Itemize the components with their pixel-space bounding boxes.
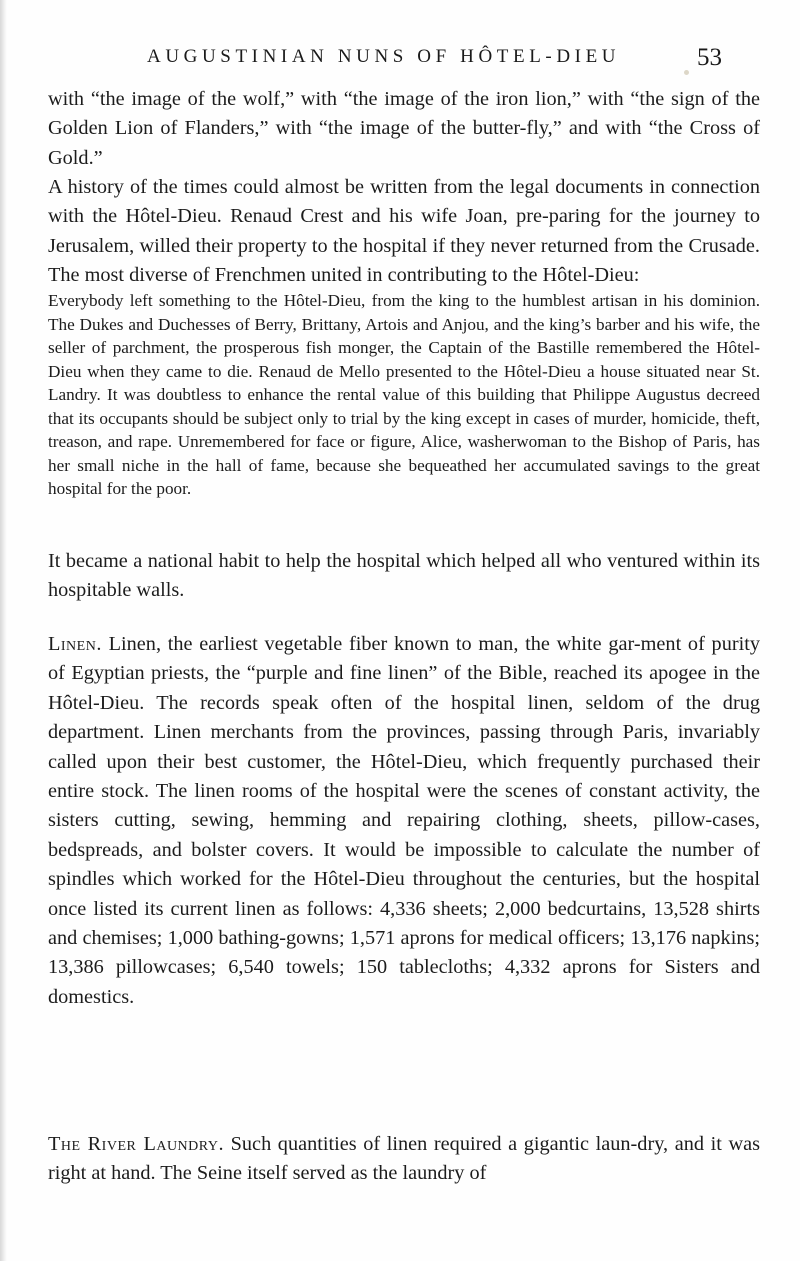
paragraph-continuation: with “the image of the wolf,” with “the image of the iron lion,” with “the sign of the Golden Lion of Flanders,” with “the image of the butter-fly,” and with “the Cross of Gold.” — [48, 88, 760, 169]
block-quote: Everybody left something to the Hôtel-Dieu, from the king to the humblest artisan in his dominion. The Dukes and Duchesses of Berry, Brittany, Artois and Anjou, and the king’s barber and his wife, the seller of parchment, the prosperous fish monger, the Captain of the Bastille remembered the Hôtel-Dieu when they came to die. Renaud de Mello presented to the Hôtel-Dieu a house situated near St. Landry. It was doubtless to enhance the rental value of this building that Philippe Augustus decreed that its occupants should be subject only to trial by the king except in cases of murder, homicide, theft, treason, and rape. Unremembered for face or figure, Alice, washerwoman to the Bishop of Paris, has her small niche in the hall of fame, because she bequeathed her accumulated savings to the great hospital for the poor. — [48, 291, 760, 498]
paragraph-text: Such quantities of linen required a gigantic laun-dry, and it was right at hand. The Seine itself served as the laundry of — [48, 1133, 760, 1185]
ink-spot — [684, 70, 689, 75]
running-head — [147, 40, 747, 80]
page-number: 53 — [697, 44, 722, 71]
section-heading-linen: Linen. — [48, 633, 102, 655]
paragraph-legal-documents — [48, 173, 760, 291]
paragraph-national-habit: It became a national habit to help the hospital which helped all who ventured within its hospitable walls. — [48, 550, 760, 602]
section-heading-river-laundry: The River Laundry. — [48, 1133, 225, 1155]
paragraph-text: Linen, the earliest vegetable fiber known to man, the white gar-ment of purity of Egyptian priests, the “purple and fine linen” of the Bible, reached its apogee in the Hôtel-Dieu. The records speak often of the hospital linen, seldom of the drug department. Linen merchants from the provinces, passing through Paris, invariably called upon their best customer, the Hôtel-Dieu, which frequently purchased their entire stock. The linen rooms of the hospital were the scenes of constant activity, the sisters cutting, sewing, hemming and repairing clothing, sheets, pillow-cases, bedspreads, and bolster covers. It would be impossible to calculate the number of spindles which worked for the Hôtel-Dieu throughout the centuries, but the hospital once listed its current linen as follows: 4,336 sheets; 2,000 bedcurtains, 13,528 shirts and chemises; 1,000 bathing-gowns; 1,571 aprons for medical officers; 13,176 napkins; 13,386 pillowcases; 6,540 towels; 150 tablecloths; 4,332 aprons for Sisters and domestics. — [48, 633, 760, 1008]
paragraph-linen — [48, 630, 760, 1012]
paragraph-river-laundry — [48, 1130, 760, 1189]
paragraph-text: A history of the times could almost be written from the legal documents in connection with the Hôtel-Dieu. Renaud Crest and his wife Joan, pre-paring for the journey to Jerusalem, willed their property to the hospital if they never returned from the Crusade. The most diverse of Frenchmen united in contributing to the Hôtel-Dieu: — [48, 176, 760, 287]
page-spine-shadow — [0, 0, 7, 1261]
running-title: AUGUSTINIAN NUNS OF HÔTEL-DIEU — [147, 46, 621, 67]
